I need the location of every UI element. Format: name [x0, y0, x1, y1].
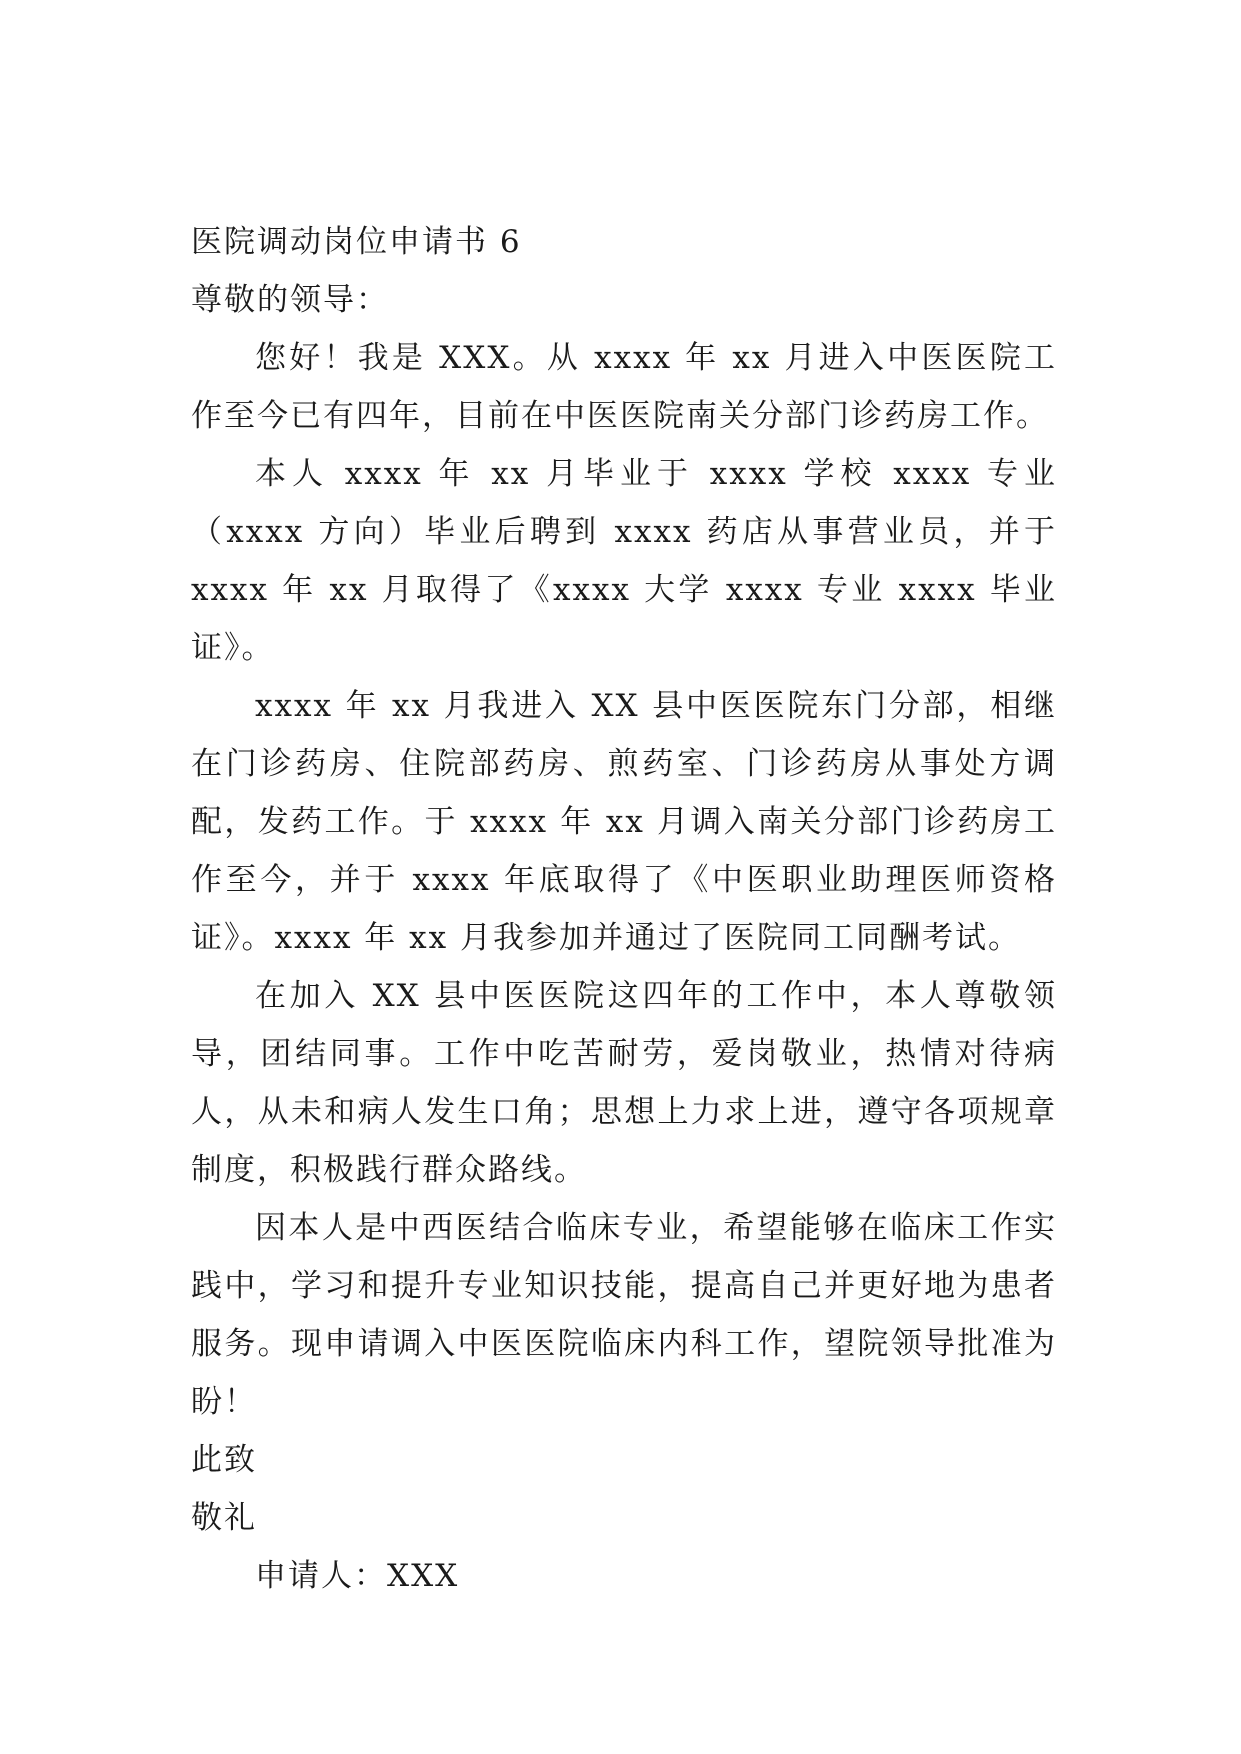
paragraph-education: 本人 xxxx 年 xx 月毕业于 xxxx 学校 xxxx 专业（xxxx 方向）毕业后聘到 xxxx 药店从事营业员，并于 xxxx 年 xx 月取得了《xxxx 大学 xxxx 专业 xxxx 毕业证》。 — [191, 456, 1057, 666]
paragraph-greeting: 您好！我是 XXX。从 xxxx 年 xx 月进入中医医院工作至今已有四年，目前在中医医院南关分部门诊药房工作。 — [191, 340, 1057, 434]
closing-line-2: 敬礼 — [191, 1500, 257, 1536]
paragraph-work-history: xxxx 年 xx 月我进入 XX 县中医医院东门分部，相继在门诊药房、住院部药房、煎药室、门诊药房从事处方调配，发药工作。于 xxxx 年 xx 月调入南关分部门诊药房工作至今，并于 xxxx 年底取得了《中医职业助理医师资格证》。xxxx 年 xx 月我参加并通过了医院同工同酬考试。 — [191, 688, 1057, 956]
signature: 申请人：XXX — [255, 1558, 460, 1594]
document-body — [191, 213, 1057, 1605]
salutation: 尊敬的领导： — [191, 282, 389, 318]
paragraph-performance: 在加入 XX 县中医医院这四年的工作中，本人尊敬领导，团结同事。工作中吃苦耐劳，爱岗敬业，热情对待病人，从未和病人发生口角；思想上力求上进，遵守各项规章制度，积极践行群众路线。 — [191, 978, 1057, 1188]
paragraph-request: 因本人是中西医结合临床专业，希望能够在临床工作实践中，学习和提升专业知识技能，提高自己并更好地为患者服务。现申请调入中医医院临床内科工作，望院领导批准为盼！ — [191, 1210, 1057, 1420]
document-title: 医院调动岗位申请书 6 — [191, 224, 522, 260]
closing-line-1: 此致 — [191, 1442, 257, 1478]
